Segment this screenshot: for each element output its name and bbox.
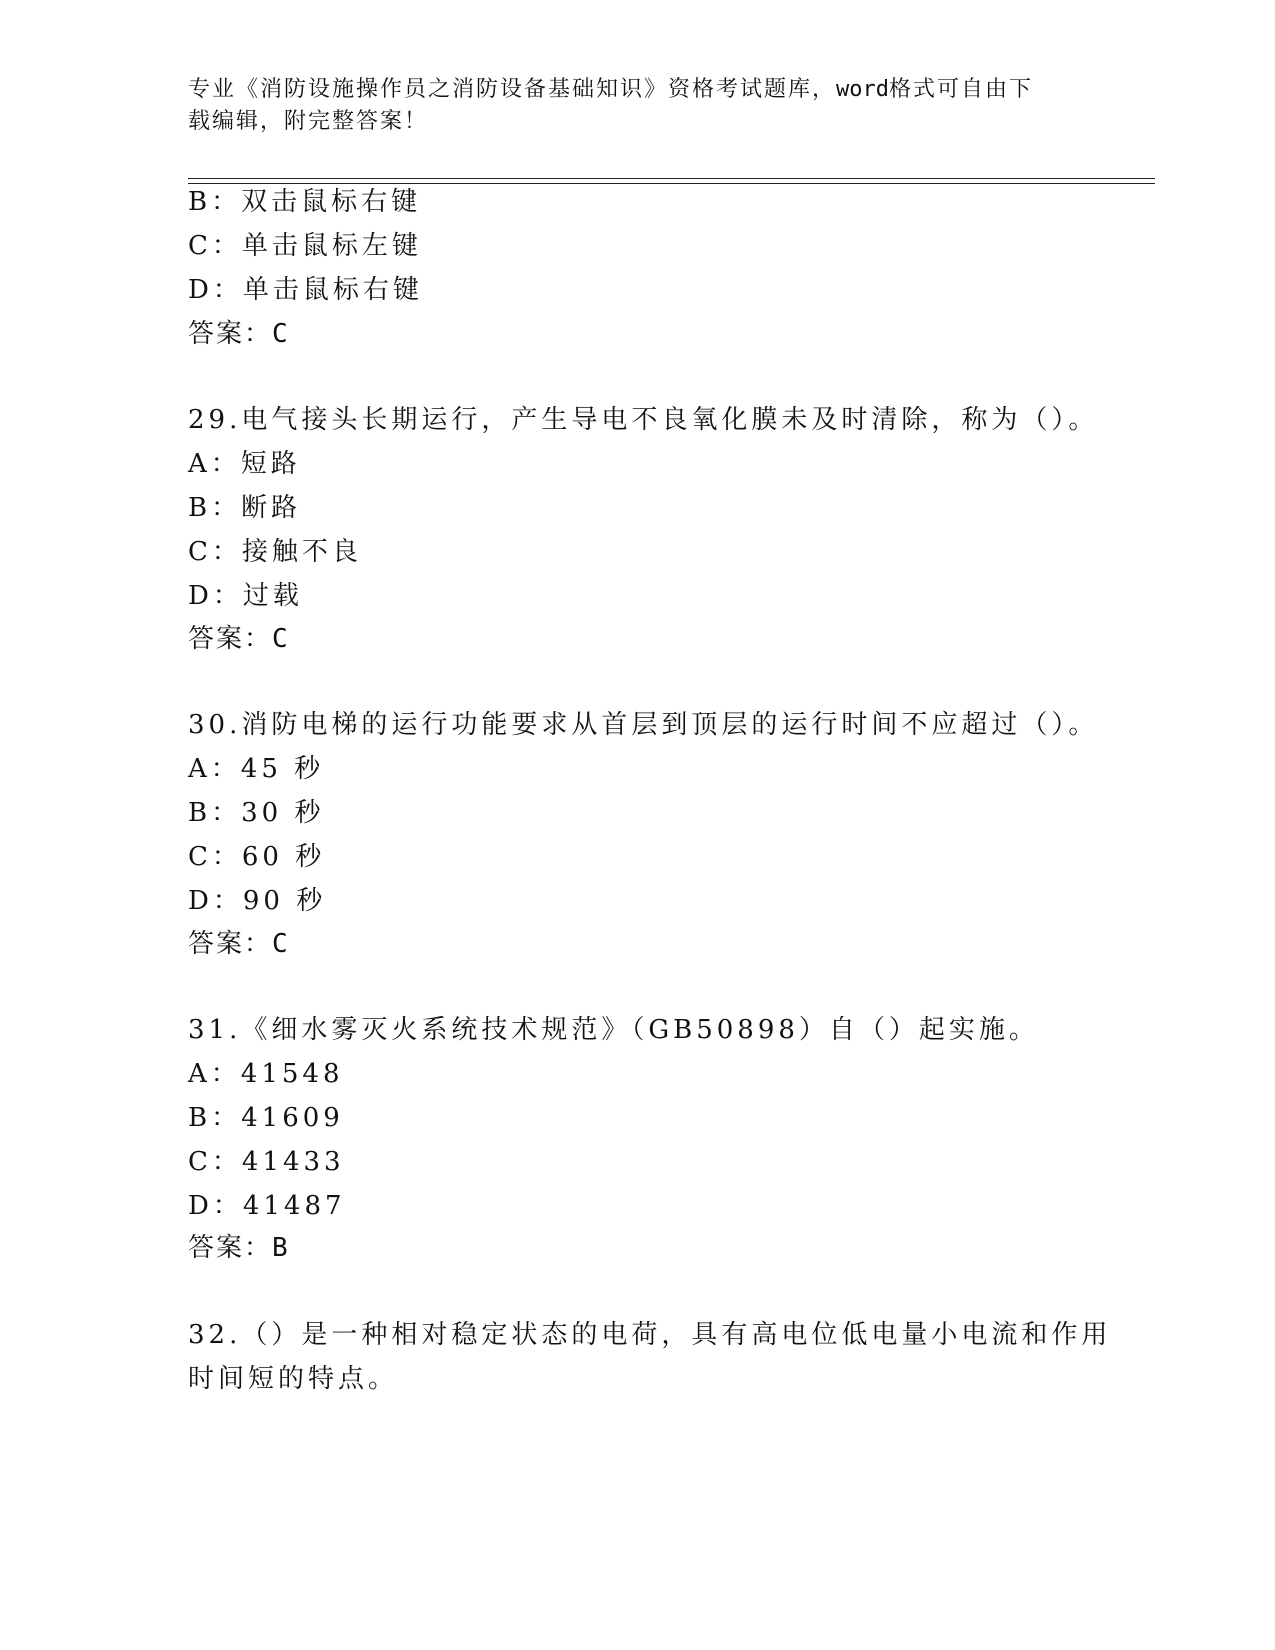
question-30-option-d: D：90 秒 xyxy=(188,886,327,916)
answer-label: 答案： xyxy=(188,929,273,959)
answer-label: 答案： xyxy=(188,624,273,654)
answer xyxy=(188,318,288,350)
answer-value: C xyxy=(272,929,288,959)
document-header xyxy=(188,74,1068,138)
answer-value: B xyxy=(272,1233,288,1263)
answer-value: C xyxy=(272,319,288,349)
question-31-option-c: C：41433 xyxy=(188,1147,345,1177)
answer-label: 答案： xyxy=(188,319,273,349)
option-c: C：单击鼠标左键 xyxy=(188,231,422,261)
question-29-answer xyxy=(188,623,288,655)
header-text-a: 专业《消防设施操作员之消防设备基础知识》资格考试题库， xyxy=(188,77,837,102)
question-31-option-b: B：41609 xyxy=(188,1103,344,1133)
question-29-option-a: A：短路 xyxy=(188,449,301,479)
option-b: B：双击鼠标右键 xyxy=(188,187,422,217)
question-31-stem: 31.《细水雾灭火系统技术规范》（GB50898）自（）起实施。 xyxy=(188,1015,1039,1045)
question-30-option-c: C：60 秒 xyxy=(188,842,326,872)
question-31-option-d: D：41487 xyxy=(188,1191,346,1221)
question-29-option-c: C：接触不良 xyxy=(188,537,362,567)
question-30-option-b: B：30 秒 xyxy=(188,798,325,828)
question-29-stem: 29.电气接头长期运行，产生导电不良氧化膜未及时清除，称为（）。 xyxy=(188,405,1099,435)
question-31-option-a: A：41548 xyxy=(188,1059,344,1089)
question-30-answer xyxy=(188,928,288,960)
header-word: word xyxy=(836,77,889,102)
option-d: D：单击鼠标右键 xyxy=(188,275,423,305)
question-30-stem: 30.消防电梯的运行功能要求从首层到顶层的运行时间不应超过（）。 xyxy=(188,710,1099,740)
header-line-1 xyxy=(188,74,1068,106)
question-29-option-d: D：过载 xyxy=(188,581,303,611)
question-29-option-b: B：断路 xyxy=(188,493,302,523)
question-30-option-a: A：45 秒 xyxy=(188,754,325,784)
answer-label: 答案： xyxy=(188,1233,273,1263)
question-31-answer xyxy=(188,1232,288,1264)
question-32-stem-line-1: 32.（）是一种相对稳定状态的电荷，具有高电位低电量小电流和作用 xyxy=(188,1320,1112,1350)
header-divider-top xyxy=(188,178,1155,179)
header-text-b: 格式可自由下 xyxy=(889,77,1034,102)
header-divider-bottom xyxy=(188,183,1155,184)
header-line-2: 载编辑，附完整答案！ xyxy=(188,109,429,134)
answer-value: C xyxy=(272,624,288,654)
question-32-stem-line-2: 时间短的特点。 xyxy=(188,1364,399,1394)
